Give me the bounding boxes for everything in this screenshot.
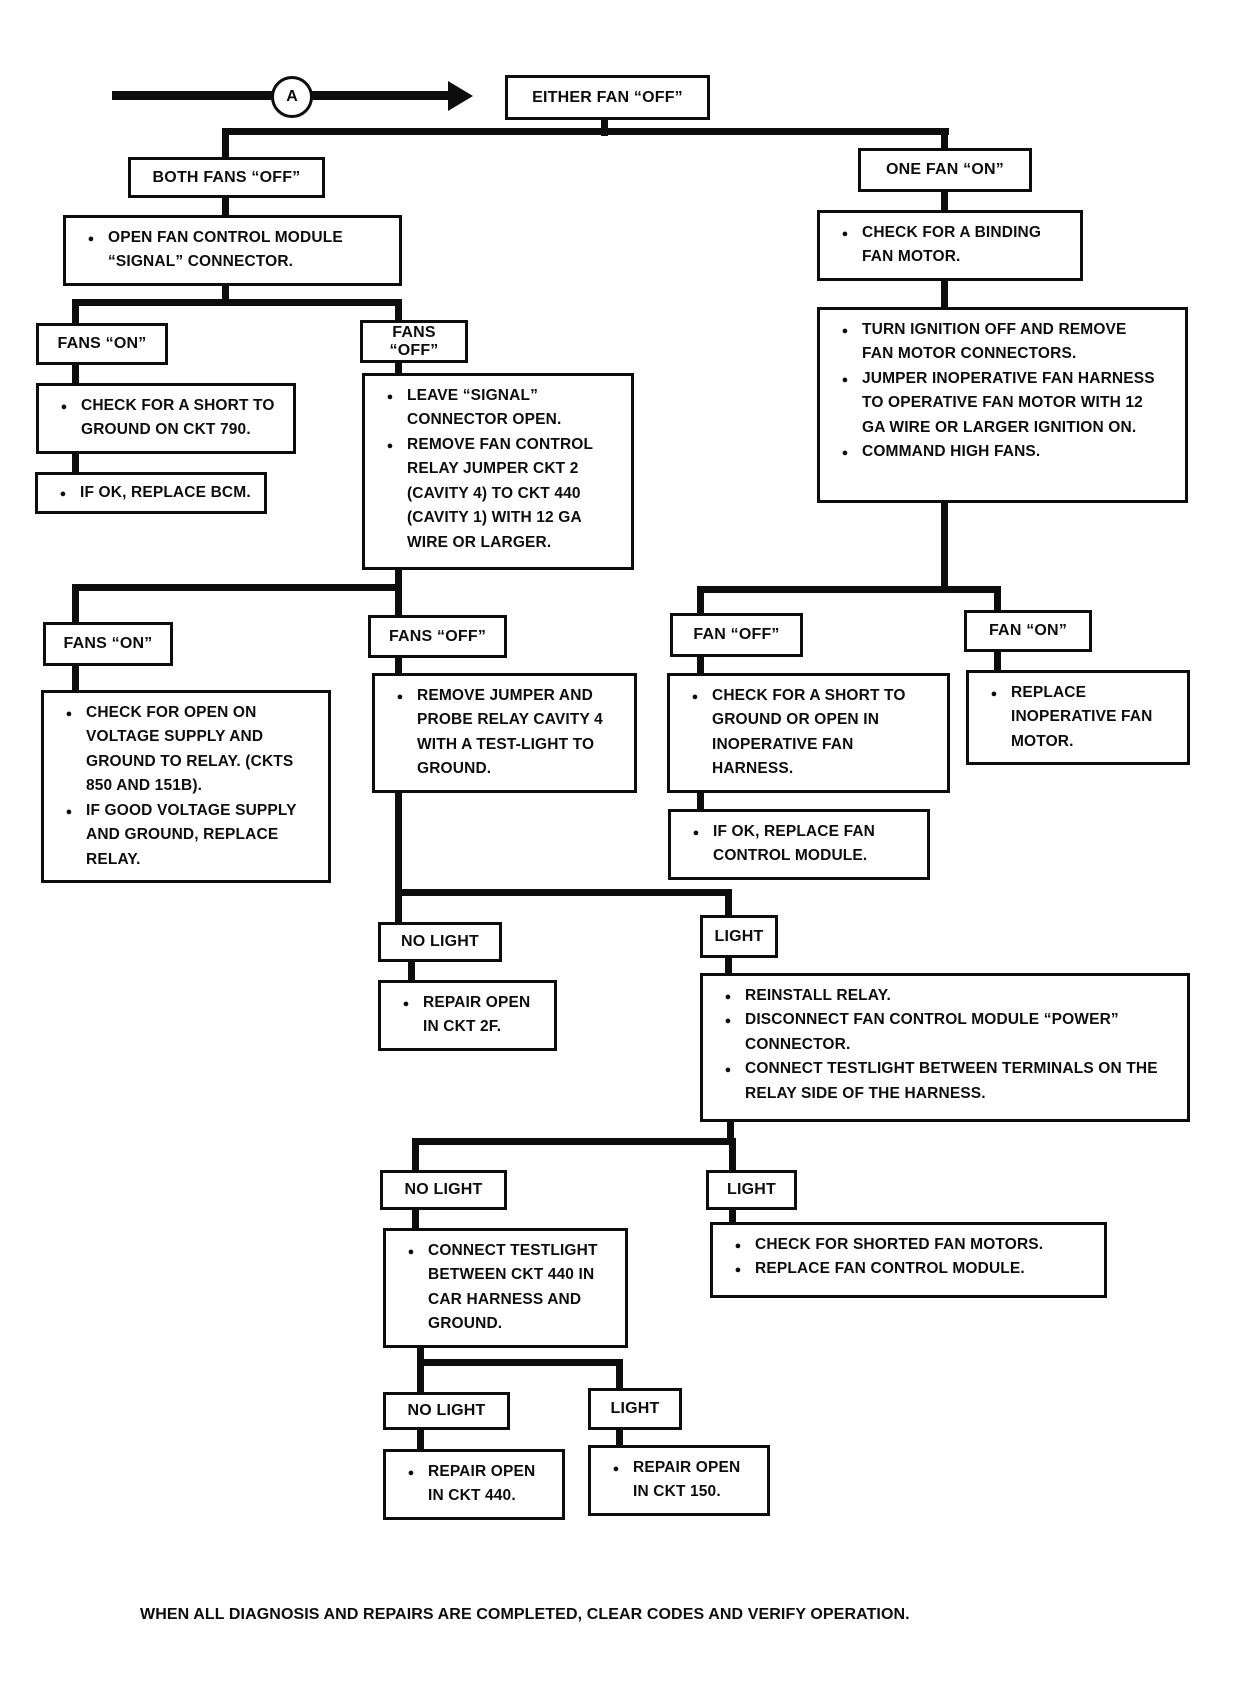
bullet-icon: ● bbox=[841, 325, 849, 337]
connector-line bbox=[72, 299, 402, 306]
bullet-icon: ● bbox=[990, 688, 998, 700]
action-repair-open-ckt-2f: ● REPAIR OPEN IN CKT 2F. bbox=[378, 980, 557, 1051]
bullet-icon: ● bbox=[386, 391, 394, 403]
node-fan-on: FAN “ON” bbox=[964, 610, 1092, 652]
connector-line bbox=[72, 299, 79, 325]
connector-line bbox=[941, 190, 948, 212]
bullet-icon: ● bbox=[407, 1246, 415, 1258]
action-leave-signal-open: ● LEAVE “SIGNAL” CONNECTOR OPEN. ● REMOVE FAN CONTROL RELAY JUMPER CKT 2 (CAVITY 4) TO CKT 440 (CAVITY 1) WITH 12 GA WIRE OR LARGER. bbox=[362, 373, 634, 570]
action-repair-open-ckt-150: ● REPAIR OPEN IN CKT 150. bbox=[588, 1445, 770, 1516]
action-check-shorted-motors: ● CHECK FOR SHORTED FAN MOTORS. ● REPLACE FAN CONTROL MODULE. bbox=[710, 1222, 1107, 1298]
node-one-fan-on: ONE FAN “ON” bbox=[858, 148, 1032, 192]
node-fans-off-2: FANS “OFF” bbox=[368, 615, 507, 658]
entry-arrowhead-icon bbox=[448, 81, 473, 111]
node-fans-off-1: FANS “OFF” bbox=[360, 320, 468, 363]
action-turn-ignition-off: ● TURN IGNITION OFF AND REMOVE FAN MOTOR CONNECTORS. ● JUMPER INOPERATIVE FAN HARNESS TO OPERATIVE FAN MOTOR WITH 12 GA WIRE OR LARGER IGNITION ON. ● COMMAND HIGH FANS. bbox=[817, 307, 1188, 503]
connector-circle-a bbox=[271, 76, 313, 118]
connector-line bbox=[697, 586, 704, 614]
bullet-icon: ● bbox=[724, 991, 732, 1003]
action-remove-jumper-probe: ● REMOVE JUMPER AND PROBE RELAY CAVITY 4 WITH A TEST-LIGHT TO GROUND. bbox=[372, 673, 637, 793]
action-repair-open-ckt-440: ● REPAIR OPEN IN CKT 440. bbox=[383, 1449, 565, 1520]
node-no-light-1: NO LIGHT bbox=[378, 922, 502, 962]
bullet-icon: ● bbox=[691, 691, 699, 703]
connector-line bbox=[412, 1138, 736, 1145]
footer-note: WHEN ALL DIAGNOSIS AND REPAIRS ARE COMPLETED, CLEAR CODES AND VERIFY OPERATION. bbox=[140, 1606, 910, 1623]
connector-line bbox=[941, 501, 948, 593]
connector-line bbox=[395, 894, 402, 924]
bullet-icon: ● bbox=[59, 488, 67, 500]
connector-line bbox=[395, 299, 402, 322]
bullet-icon: ● bbox=[612, 1463, 620, 1475]
action-check-short-inoperative: ● CHECK FOR A SHORT TO GROUND OR OPEN IN INOPERATIVE FAN HARNESS. bbox=[667, 673, 950, 793]
action-check-short-ckt790: ● CHECK FOR A SHORT TO GROUND ON CKT 790. bbox=[36, 383, 296, 454]
node-light-1: LIGHT bbox=[700, 915, 778, 958]
bullet-icon: ● bbox=[386, 439, 394, 452]
node-no-light-2: NO LIGHT bbox=[380, 1170, 507, 1210]
connector-line bbox=[72, 664, 79, 692]
bullet-icon: ● bbox=[841, 228, 849, 240]
bullet-icon: ● bbox=[724, 1064, 732, 1077]
connector-line bbox=[417, 1359, 623, 1366]
node-light-2: LIGHT bbox=[706, 1170, 797, 1210]
connector-line bbox=[395, 791, 402, 893]
node-fans-on-1: FANS “ON” bbox=[36, 323, 168, 365]
connector-line bbox=[72, 584, 402, 591]
bullet-icon: ● bbox=[396, 691, 404, 703]
bullet-icon: ● bbox=[65, 805, 73, 818]
connector-line bbox=[222, 128, 229, 158]
connector-line bbox=[994, 650, 1001, 672]
node-no-light-3: NO LIGHT bbox=[383, 1392, 510, 1430]
action-open-signal-connector: ● OPEN FAN CONTROL MODULE “SIGNAL” CONNECTOR. bbox=[63, 215, 402, 286]
bullet-icon: ● bbox=[734, 1240, 742, 1252]
connector-line bbox=[222, 196, 229, 216]
connector-line bbox=[72, 363, 79, 385]
connector-line bbox=[616, 1364, 623, 1390]
bullet-icon: ● bbox=[60, 401, 68, 413]
bullet-icon: ● bbox=[407, 1467, 415, 1479]
bullet-icon: ● bbox=[841, 373, 849, 386]
bullet-icon: ● bbox=[65, 708, 73, 720]
connector-line bbox=[395, 889, 732, 896]
connector-line bbox=[697, 586, 1001, 593]
connector-line bbox=[417, 1364, 424, 1394]
connector-line bbox=[697, 655, 704, 675]
action-if-ok-replace-fcm: ● IF OK, REPLACE FAN CONTROL MODULE. bbox=[668, 809, 930, 880]
action-check-open-voltage: ● CHECK FOR OPEN ON VOLTAGE SUPPLY AND GROUND TO RELAY. (CKTS 850 AND 151B). ● IF GOOD VOLTAGE SUPPLY AND GROUND, REPLACE RELAY. bbox=[41, 690, 331, 883]
bullet-icon: ● bbox=[87, 233, 95, 245]
action-check-binding-motor: ● CHECK FOR A BINDING FAN MOTOR. bbox=[817, 210, 1083, 281]
bullet-icon: ● bbox=[724, 1015, 732, 1028]
connector-line bbox=[725, 894, 732, 917]
bullet-icon: ● bbox=[692, 827, 700, 839]
node-either-fan-off: EITHER FAN “OFF” bbox=[505, 75, 710, 120]
node-fan-off: FAN “OFF” bbox=[670, 613, 803, 657]
connector-line bbox=[729, 1143, 736, 1172]
action-replace-bcm: ● IF OK, REPLACE BCM. bbox=[35, 472, 267, 514]
connector-line bbox=[994, 586, 1001, 612]
bullet-icon: ● bbox=[734, 1264, 742, 1277]
node-light-3: LIGHT bbox=[588, 1388, 682, 1430]
bullet-icon: ● bbox=[841, 447, 849, 460]
connector-letter: A bbox=[286, 88, 298, 105]
node-both-fans-off: BOTH FANS “OFF” bbox=[128, 157, 325, 198]
connector-line bbox=[412, 1143, 419, 1172]
connector-line bbox=[395, 589, 402, 617]
connector-line bbox=[72, 589, 79, 624]
action-connect-testlight-ckt440: ● CONNECT TESTLIGHT BETWEEN CKT 440 IN CAR HARNESS AND GROUND. bbox=[383, 1228, 628, 1348]
bullet-icon: ● bbox=[402, 998, 410, 1010]
node-fans-on-2: FANS “ON” bbox=[43, 622, 173, 666]
action-replace-inoperative-motor: ● REPLACE INOPERATIVE FAN MOTOR. bbox=[966, 670, 1190, 765]
connector-line bbox=[408, 960, 415, 982]
action-reinstall-relay: ● REINSTALL RELAY. ● DISCONNECT FAN CONTROL MODULE “POWER” CONNECTOR. ● CONNECT TESTLIGHT BETWEEN TERMINALS ON THE RELAY SIDE OF THE HARNESS. bbox=[700, 973, 1190, 1122]
connector-line bbox=[412, 1208, 419, 1230]
connector-line bbox=[222, 128, 949, 135]
connector-line bbox=[417, 1428, 424, 1449]
